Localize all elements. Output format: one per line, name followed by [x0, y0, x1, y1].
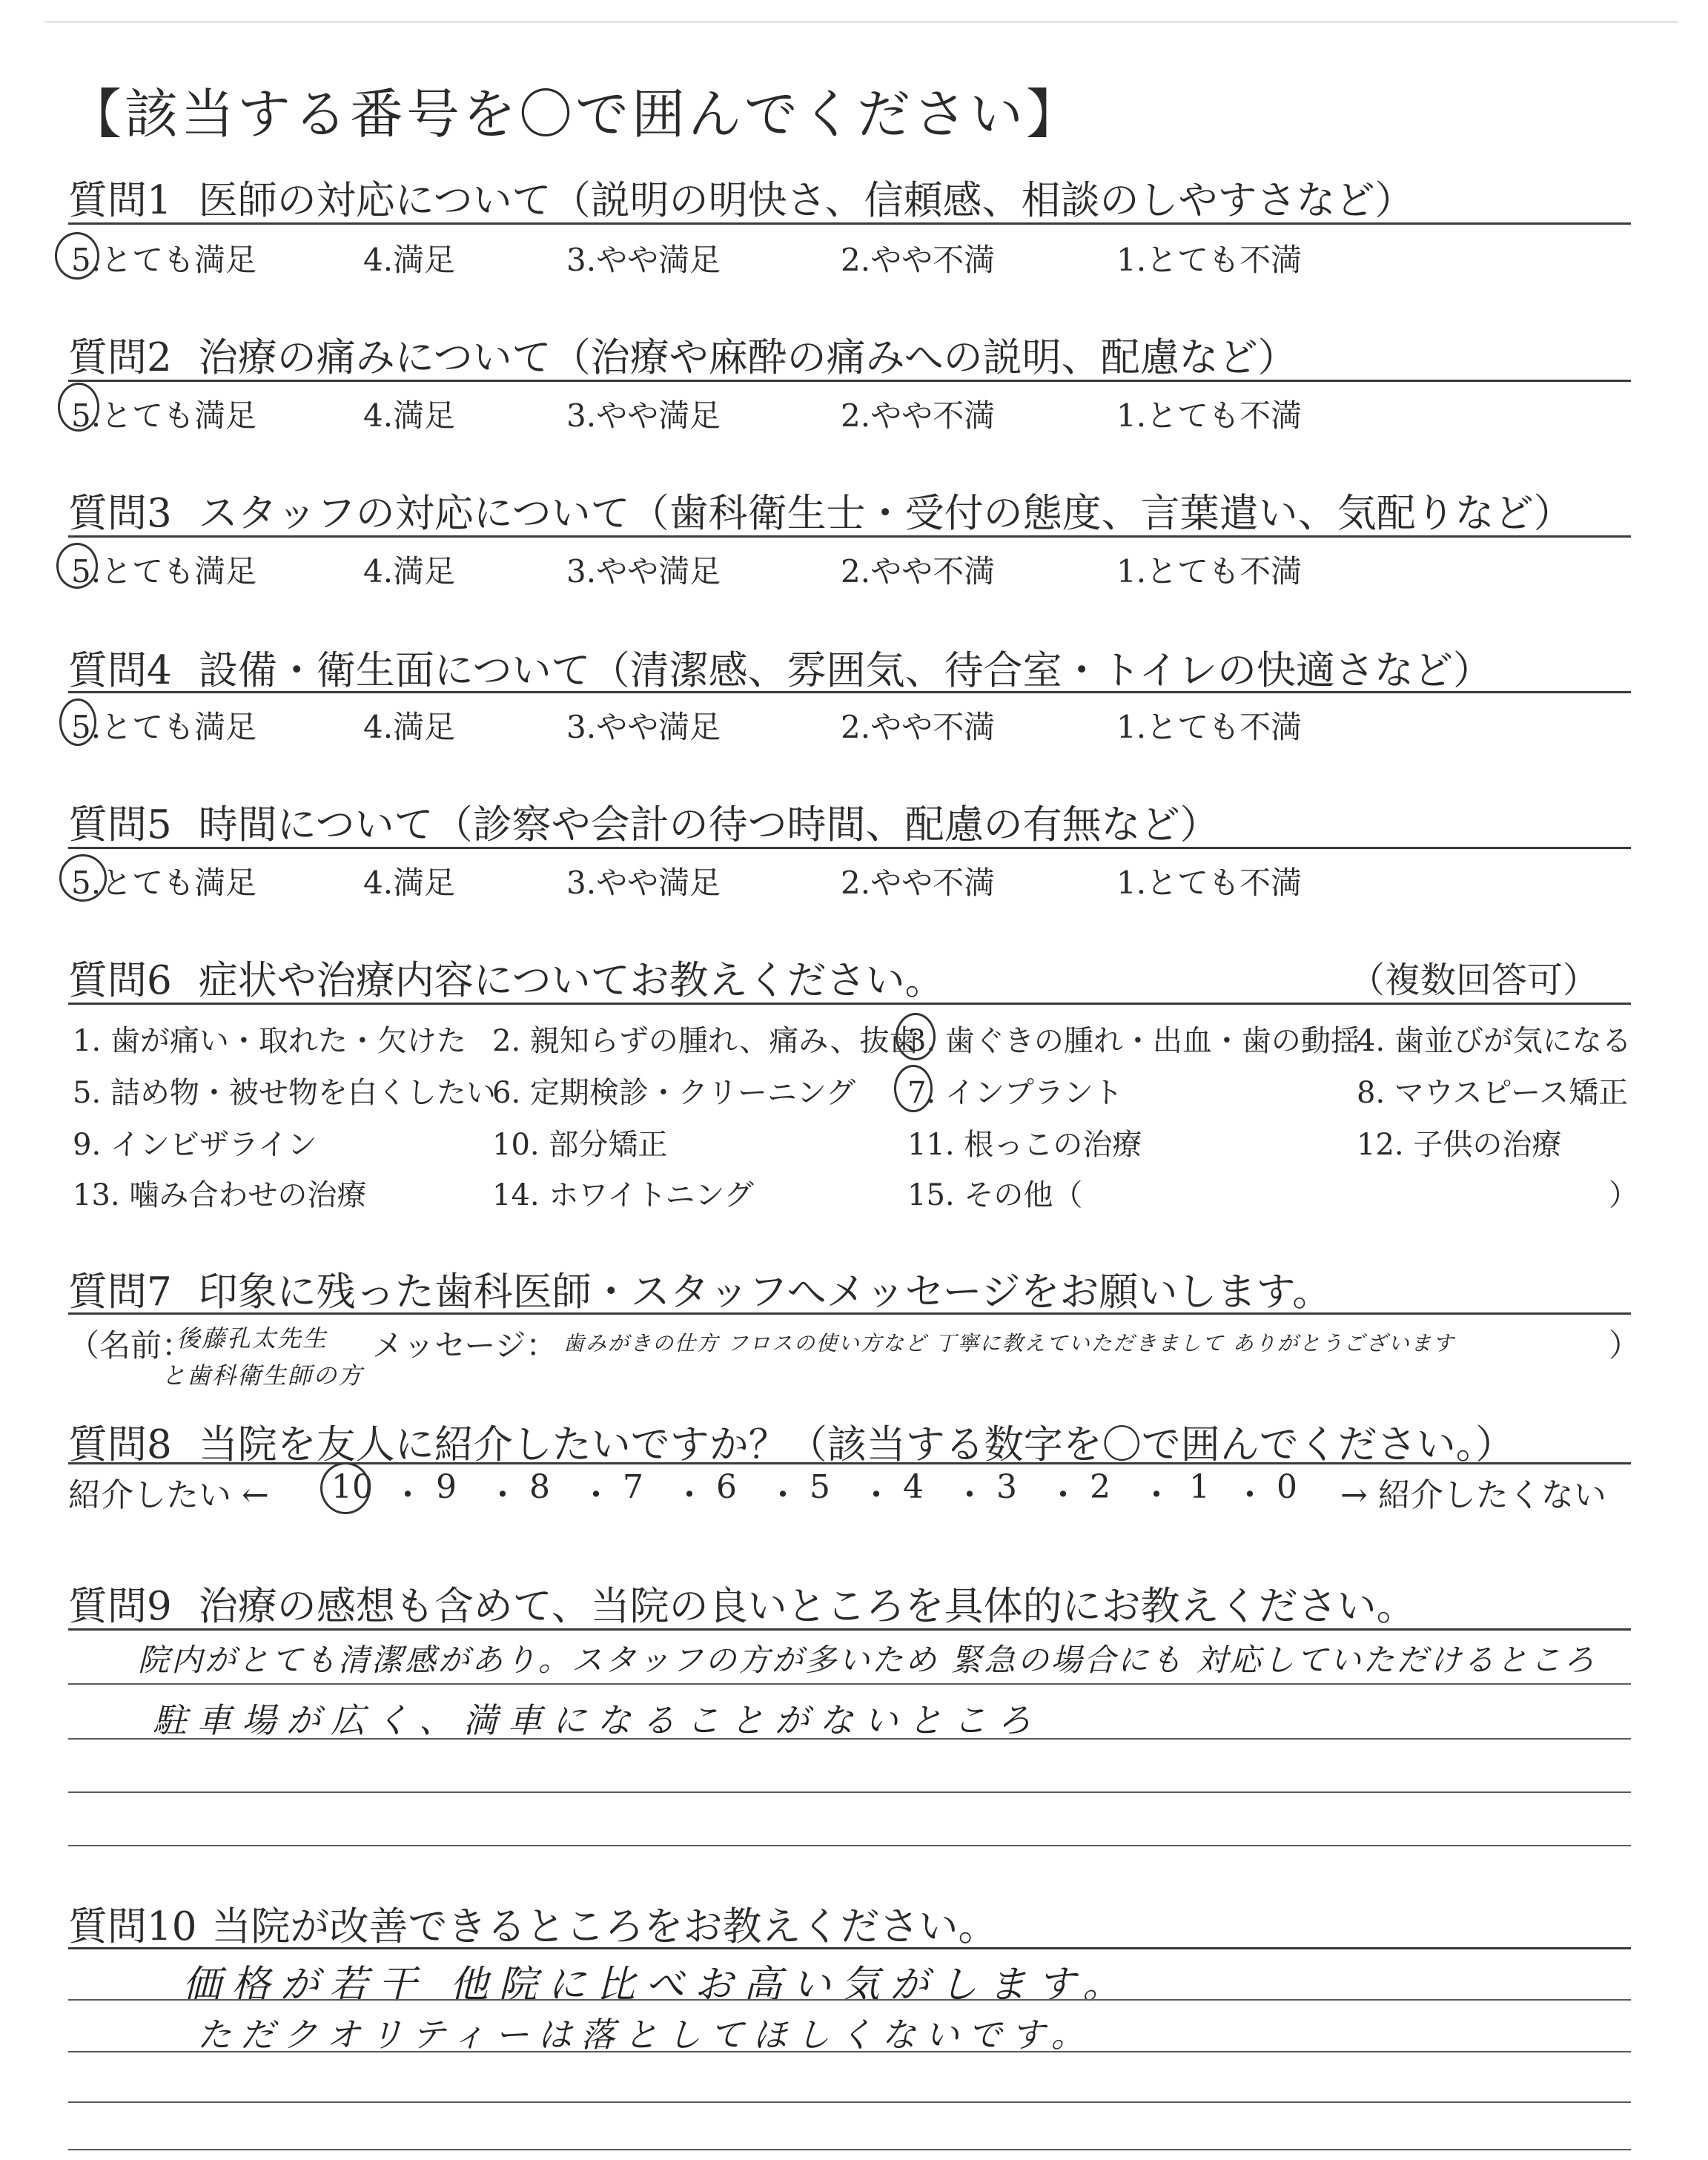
symptom-item[interactable]: 1. 歯が痛い・取れた・欠けた [73, 1024, 466, 1058]
symptom-item[interactable]: 15. その他（ [907, 1178, 1083, 1212]
score-1[interactable]: 1 [1189, 1468, 1210, 1506]
q1-option-2[interactable]: 2.やや不満 [841, 242, 996, 278]
recommend-left-label: 紹介したい ← [68, 1476, 269, 1514]
symptom-item[interactable]: 2. 親知らずの腫れ、痛み、抜歯 [492, 1024, 919, 1058]
selection-circle [58, 383, 99, 432]
answer-line [68, 2051, 1631, 2052]
symptom-item[interactable]: 6. 定期検診・クリーニング [492, 1076, 856, 1110]
question-text: 印象に残った歯科医師・スタッフへメッセージをお願いします。 [198, 1269, 1332, 1315]
q9-answer-line-2: 駐車場が広く、満車になることがないところ [153, 1700, 1042, 1740]
selection-circle [894, 1065, 933, 1112]
symptom-item[interactable]: 8. マウスピース矯正 [1357, 1076, 1629, 1110]
question-1 [68, 169, 1414, 225]
divider [68, 1947, 1631, 1949]
question-number: 質問7 [68, 1269, 172, 1315]
q2-option-2[interactable]: 2.やや不満 [841, 397, 996, 434]
divider [68, 535, 1631, 538]
q5-option-4[interactable]: 4.満足 [363, 865, 456, 901]
question-text: スタッフの対応について（歯科衛生士・受付の態度、言葉遣い、気配りなど） [198, 491, 1573, 536]
score-3[interactable]: 3 [996, 1468, 1017, 1506]
question-number: 質問9 [68, 1584, 172, 1629]
divider [68, 380, 1631, 382]
q4-option-4[interactable]: 4.満足 [363, 709, 456, 745]
q3-option-1[interactable]: 1.とても不満 [1116, 553, 1302, 589]
question-9 [68, 1575, 1416, 1631]
question-5 [68, 793, 1219, 850]
symptom-item[interactable]: 10. 部分矯正 [492, 1128, 668, 1162]
q5-option-1[interactable]: 1.とても不満 [1116, 865, 1302, 901]
divider [68, 691, 1631, 693]
question-text: 時間について（診察や会計の待つ時間、配慮の有無など） [198, 802, 1219, 848]
q1-option-1[interactable]: 1.とても不満 [1116, 242, 1302, 278]
selection-circle [320, 1462, 371, 1514]
question-10 [68, 1895, 997, 1952]
q4-option-1[interactable]: 1.とても不満 [1116, 709, 1302, 745]
q4-option-5[interactable]: 5.とても満足 [71, 709, 257, 745]
q3-option-2[interactable]: 2.やや不満 [841, 553, 996, 589]
question-8 [68, 1413, 1515, 1470]
answer-line [68, 1845, 1631, 1846]
question-number: 質問8 [68, 1422, 172, 1467]
q3-option-4[interactable]: 4.満足 [363, 553, 456, 589]
symptom-item[interactable]: 9. インビザライン [73, 1128, 317, 1162]
q2-option-4[interactable]: 4.満足 [363, 397, 456, 434]
question-number: 質問5 [68, 802, 172, 848]
question-number: 質問6 [68, 958, 172, 1003]
q5-option-5[interactable]: 5.とても満足 [71, 865, 257, 901]
selection-circle [56, 543, 98, 589]
selection-circle [896, 1013, 936, 1060]
question-text: 当院が改善できるところをお教えください。 [211, 1904, 998, 1949]
q9-answer-line-1: 院内がとても清潔感があり。スタッフの方が多いため 緊急の場合にも 対応していただけるところ [138, 1642, 1597, 1678]
top-border [44, 21, 1678, 23]
name-label: （名前： [68, 1327, 193, 1364]
divider [68, 1628, 1631, 1631]
page-title: 【該当する番号を〇で囲んでください】 [68, 83, 1083, 145]
question-text: 治療の感想も含めて、当院の良いところを具体的にお教えください。 [198, 1584, 1416, 1629]
question-number: 質問10 [68, 1904, 197, 1949]
divider [68, 847, 1631, 849]
symptom-item[interactable]: 12. 子供の治療 [1357, 1128, 1562, 1162]
handwritten-name-2: と歯科衛生師の方 [162, 1361, 364, 1390]
question-2 [68, 326, 1297, 383]
score-4[interactable]: 4 [903, 1468, 924, 1506]
handwritten-name: 後藤孔太先生 [176, 1324, 328, 1353]
q1-option-4[interactable]: 4.満足 [363, 242, 456, 278]
question-text: 当院を友人に紹介したいですか？（該当する数字を〇で囲んでください。） [198, 1422, 1515, 1467]
score-10[interactable]: 10 [331, 1468, 373, 1506]
answer-line [68, 1738, 1631, 1740]
q3-option-5[interactable]: 5.とても満足 [71, 553, 257, 589]
symptom-item[interactable]: 14. ホワイトニング [492, 1178, 754, 1212]
q4-option-2[interactable]: 2.やや不満 [841, 709, 996, 745]
score-6[interactable]: 6 [716, 1468, 737, 1506]
symptom-item[interactable]: 7. インプラント [907, 1076, 1123, 1110]
q3-option-3[interactable]: 3.やや満足 [566, 553, 721, 589]
score-2[interactable]: 2 [1090, 1468, 1110, 1506]
answer-line [68, 1791, 1631, 1793]
divider [68, 222, 1631, 225]
question-text: 症状や治療内容についてお教えください。 [198, 958, 944, 1003]
score-5[interactable]: 5 [810, 1468, 830, 1506]
q2-option-1[interactable]: 1.とても不満 [1116, 397, 1302, 434]
question-7 [68, 1261, 1331, 1317]
answer-line [68, 2149, 1631, 2150]
question-3 [68, 482, 1573, 538]
question-number: 質問1 [68, 178, 172, 223]
handwritten-message: 歯みがきの仕方 フロスの使い方など 丁寧に教えていただきまして ありがとうございます [563, 1331, 1455, 1355]
answer-line [68, 2101, 1631, 2103]
q10-answer-line-1: 価格が若干 他院に比べお高い気がします。 [182, 1963, 1132, 2007]
selection-circle [59, 854, 107, 902]
q10-answer-line-2: ただクオリティーは落としてほしくないです。 [197, 2015, 1094, 2055]
message-close-paren: ） [1609, 1327, 1641, 1364]
q1-option-5[interactable]: 5.とても満足 [71, 242, 257, 278]
question-text: 治療の痛みについて（治療や麻酔の痛みへの説明、配慮など） [198, 335, 1297, 380]
other-close-paren: ） [1609, 1178, 1638, 1212]
score-7[interactable]: 7 [623, 1468, 643, 1506]
recommend-right-label: → 紹介したくない [1340, 1476, 1606, 1514]
message-label: メッセージ： [372, 1327, 557, 1364]
question-text: 設備・衛生面について（清潔感、雰囲気、待合室・トイレの快適さなど） [198, 648, 1493, 693]
q4-option-3[interactable]: 3.やや満足 [566, 709, 721, 745]
answer-line [68, 1999, 1631, 2001]
divider [68, 1462, 1631, 1464]
symptom-item[interactable]: 11. 根っこの治療 [907, 1128, 1142, 1162]
question-number: 質問2 [68, 335, 172, 380]
selection-circle [55, 232, 99, 280]
divider [68, 1312, 1631, 1315]
q5-option-3[interactable]: 3.やや満足 [566, 865, 721, 901]
symptom-item[interactable]: 13. 噛み合わせの治療 [73, 1178, 367, 1212]
multiple-answer-note: （複数回答可） [1348, 960, 1598, 1001]
selection-circle [59, 698, 96, 746]
symptom-item[interactable]: 3. 歯ぐきの腫れ・出血・歯の動揺 [907, 1024, 1360, 1058]
answer-line [68, 1683, 1631, 1685]
score-8[interactable]: 8 [529, 1468, 550, 1506]
q5-option-2[interactable]: 2.やや不満 [841, 865, 996, 901]
question-number: 質問3 [68, 491, 172, 536]
divider [68, 1003, 1631, 1005]
q1-option-3[interactable]: 3.やや満足 [566, 242, 721, 278]
symptom-item[interactable]: 5. 詰め物・被せ物を白くしたい [73, 1076, 496, 1110]
question-text: 医師の対応について（説明の明快さ、信頼感、相談のしやすさなど） [198, 178, 1414, 223]
score-9[interactable]: 9 [436, 1468, 457, 1506]
score-0[interactable]: 0 [1277, 1468, 1297, 1506]
q2-option-5[interactable]: 5.とても満足 [71, 397, 257, 434]
symptom-item[interactable]: 4. 歯並びが気になる [1357, 1024, 1632, 1058]
question-number: 質問4 [68, 648, 172, 693]
question-6 [68, 949, 944, 1005]
question-4 [68, 639, 1492, 696]
q2-option-3[interactable]: 3.やや満足 [566, 397, 721, 434]
